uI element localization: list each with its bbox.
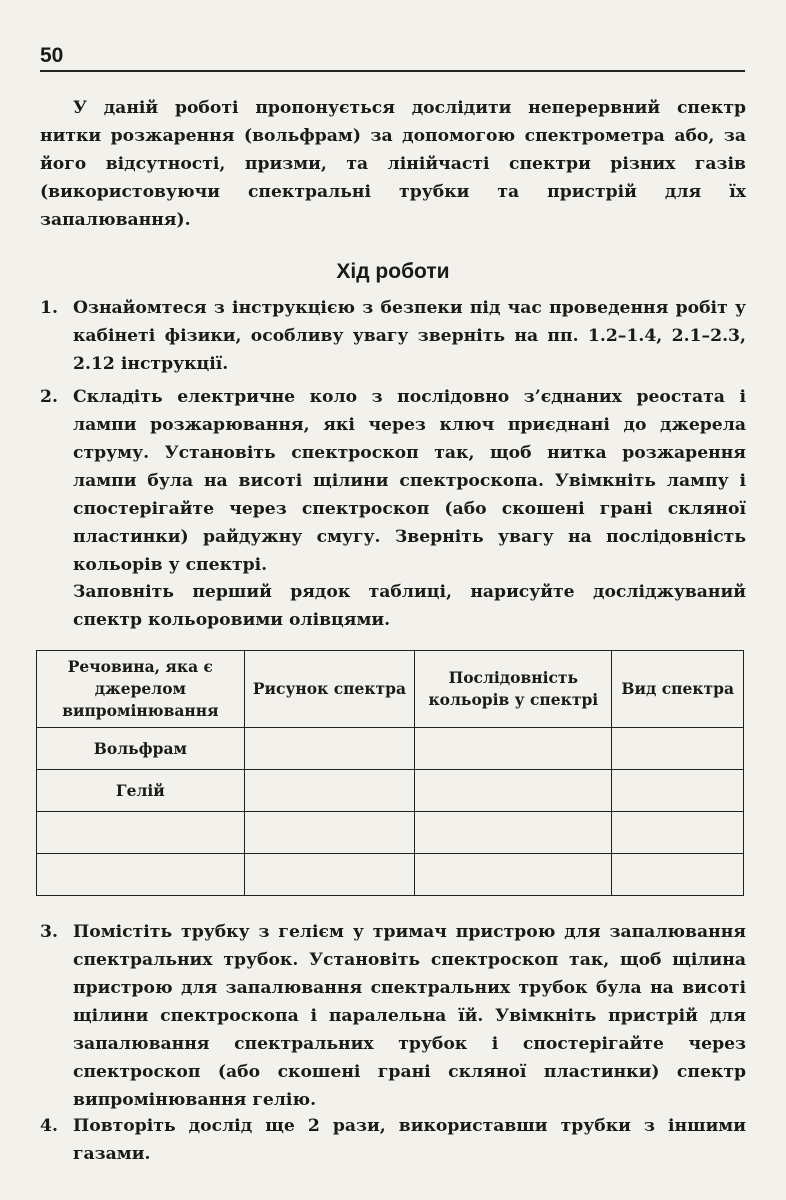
section-title: Хід роботи (336, 260, 450, 283)
header-substance: Речовина, яка є джерелом випромінювання (37, 651, 245, 728)
table-cell (244, 728, 414, 770)
page-header (40, 44, 745, 72)
table-cell: Гелій (37, 770, 245, 812)
table-cell (244, 812, 414, 854)
step-4 (40, 1112, 746, 1168)
table-cell (612, 812, 744, 854)
table-cell (612, 854, 744, 896)
table-cell (415, 854, 612, 896)
page-number: 50 (40, 44, 64, 67)
table-cell (244, 770, 414, 812)
step-text: Повторіть дослід ще 2 рази, використавши трубки з іншими газами. (73, 1116, 746, 1164)
step-number: 4. (40, 1116, 58, 1136)
table-cell (415, 770, 612, 812)
step-number: 1. (40, 298, 58, 318)
step-text: Складіть електричне коло з послідовно з’єднаних реостата і лампи розжарювання, які через ключ приєднані до джерела струму. Установіть спектроскоп так, щоб нитка розжарення лампи була на висоті щілини спектроскопа. Увімкніть лампу і спостерігайте через спектроскоп (або скошені грані скляної пластинки) райдужну смугу. Зверніть увагу на послідовність кольорів у спектрі. (73, 387, 746, 575)
table-cell (612, 770, 744, 812)
table-cell (244, 854, 414, 896)
step-number: 2. (40, 387, 58, 407)
header-spectrum-type: Вид спектра (612, 651, 744, 728)
step-1 (40, 294, 746, 378)
table-row (37, 812, 744, 854)
table-cell (37, 854, 245, 896)
table-header-row (37, 651, 744, 728)
spectra-table (36, 650, 744, 896)
table-row (37, 770, 744, 812)
step-number: 3. (40, 922, 58, 942)
table-cell (415, 728, 612, 770)
table-cell: Вольфрам (37, 728, 245, 770)
table-cell (415, 812, 612, 854)
table-row (37, 854, 744, 896)
header-color-sequence: Послідовність кольорів у спектрі (415, 651, 612, 728)
step-2-note: Заповніть перший рядок таблиці, нарисуйте досліджуваний спектр кольоровими олівцями. (73, 582, 746, 630)
step-text: Ознайомтеся з інструкцією з безпеки під час проведення робіт у кабінеті фізики, особливу увагу зверніть на пп. 1.2–1.4, 2.1–2.3, 2.12 інструкції. (73, 298, 746, 374)
table-row (37, 728, 744, 770)
step-3 (40, 918, 746, 1114)
header-spectrum-drawing: Рисунок спектра (244, 651, 414, 728)
table-cell (37, 812, 245, 854)
table-cell (612, 728, 744, 770)
intro-paragraph: У даній роботі пропонується дослідити неперервний спектр нитки розжарення (вольфрам) за допомогою спектрометра або, за його відсутності, призми, та лінійчасті спектри різних газів (використовуючи спектральні трубки та пристрій для їх запалювання). (40, 98, 746, 230)
step-2 (40, 383, 746, 579)
step-text: Помістіть трубку з гелієм у тримач пристрою для запалювання спектральних трубок. Установіть спектроскоп так, щоб щілина пристрою для запалювання спектральних трубок була на висоті щілини спектроскопа і паралельна їй. Увімкніть пристрій для запалювання спектральних трубок і спостерігайте через спектроскоп (або скошені грані скляної пластинки) спектр випромінювання гелію. (73, 922, 746, 1110)
